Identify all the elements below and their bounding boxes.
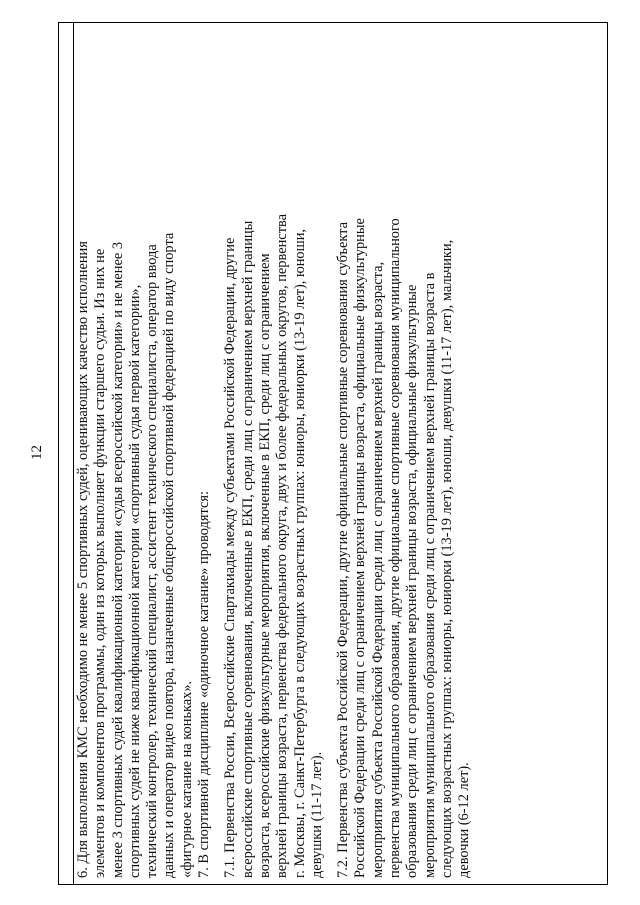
text-line: мероприятия муниципального образования среди лиц с ограничением верхней границы возраста в xyxy=(421,272,438,878)
paragraph-item-7-2 xyxy=(335,29,473,878)
text-line: верхней границы возраста, первенства федерального округа, двух и более федеральных округов, первенства xyxy=(274,214,291,878)
text-line: 7.2. Первенства субъекта Российской Федерации, другие официальные спортивные соревнования субъекта xyxy=(335,221,352,878)
text-line: следующих возрастных группах: юниоры, юниорки (13-19 лет), юноши, девушки (11-17 лет), мальчики, xyxy=(438,239,455,878)
text-line: технический контролер, технический специалист, ассистент технического специалиста, оператор ввода xyxy=(144,244,161,878)
paragraph-gap xyxy=(213,29,222,878)
table-cell-frame xyxy=(58,22,608,885)
paragraph-item-6 xyxy=(75,29,196,878)
paragraph-item-7 xyxy=(196,29,213,878)
text-line: 6. Для выполнения КМС необходимо не менее 5 спортивных судей, оценивающих качество исполнения xyxy=(75,241,91,878)
text-line: 7.1. Первенства России, Всероссийские Спартакиады между субъектами Российской Федерации, другие xyxy=(222,237,239,878)
text-line: всероссийские спортивные соревнования, включенные в ЕКП, среди лиц с ограничением верхней границы xyxy=(239,220,256,878)
text-line: первенства муниципального образования, другие официальные спортивные соревнования муниципального xyxy=(387,218,404,878)
text-line: «фигурное катание на коньках». xyxy=(178,680,195,878)
text-line: данных и оператор видео повтора, назначенные общероссийской спортивной федерацией по виду спорта xyxy=(161,232,178,878)
paragraph-item-7-1 xyxy=(222,29,326,878)
text-line: г. Москвы, г. Санкт-Петербурга в следующих возрастных группах: юниоры, юниорки (13-19 лет), юноши, xyxy=(291,228,308,878)
text-line: девушки (11-17 лет). xyxy=(308,751,325,878)
text-line: элементов и компонентов программы, один из которых выполняет функции старшего судьи. Из них не xyxy=(92,248,109,878)
text-line: спортивных судей не ниже квалификационной категории «спортивный судья первой категории», xyxy=(126,284,143,878)
body-text xyxy=(74,23,474,884)
text-line: образования среди лиц с ограничением верхней границы возраста, официальные физкультурные xyxy=(404,284,421,878)
page-number: 12 xyxy=(29,445,45,460)
text-line: возраста, всероссийские физкультурные мероприятия, включенные в ЕКП, среди лиц с ограничением xyxy=(256,253,273,878)
text-line: мероприятия субъекта Российской Федерации среди лиц с ограничением верхней границы возраста, xyxy=(369,261,386,878)
text-line: Российской Федерации среди лиц с ограничением верхней границы возраста, официальные физкультурные xyxy=(352,218,369,878)
text-line: менее 3 спортивных судей квалификационной категории «судья всероссийской категории» и не менее 3 xyxy=(109,241,126,878)
text-line: 7. В спортивной дисциплине «одиночное катание» проводятся: xyxy=(196,491,213,878)
text-line: девочки (6-12 лет). xyxy=(456,762,473,878)
paragraph-gap xyxy=(326,29,335,878)
